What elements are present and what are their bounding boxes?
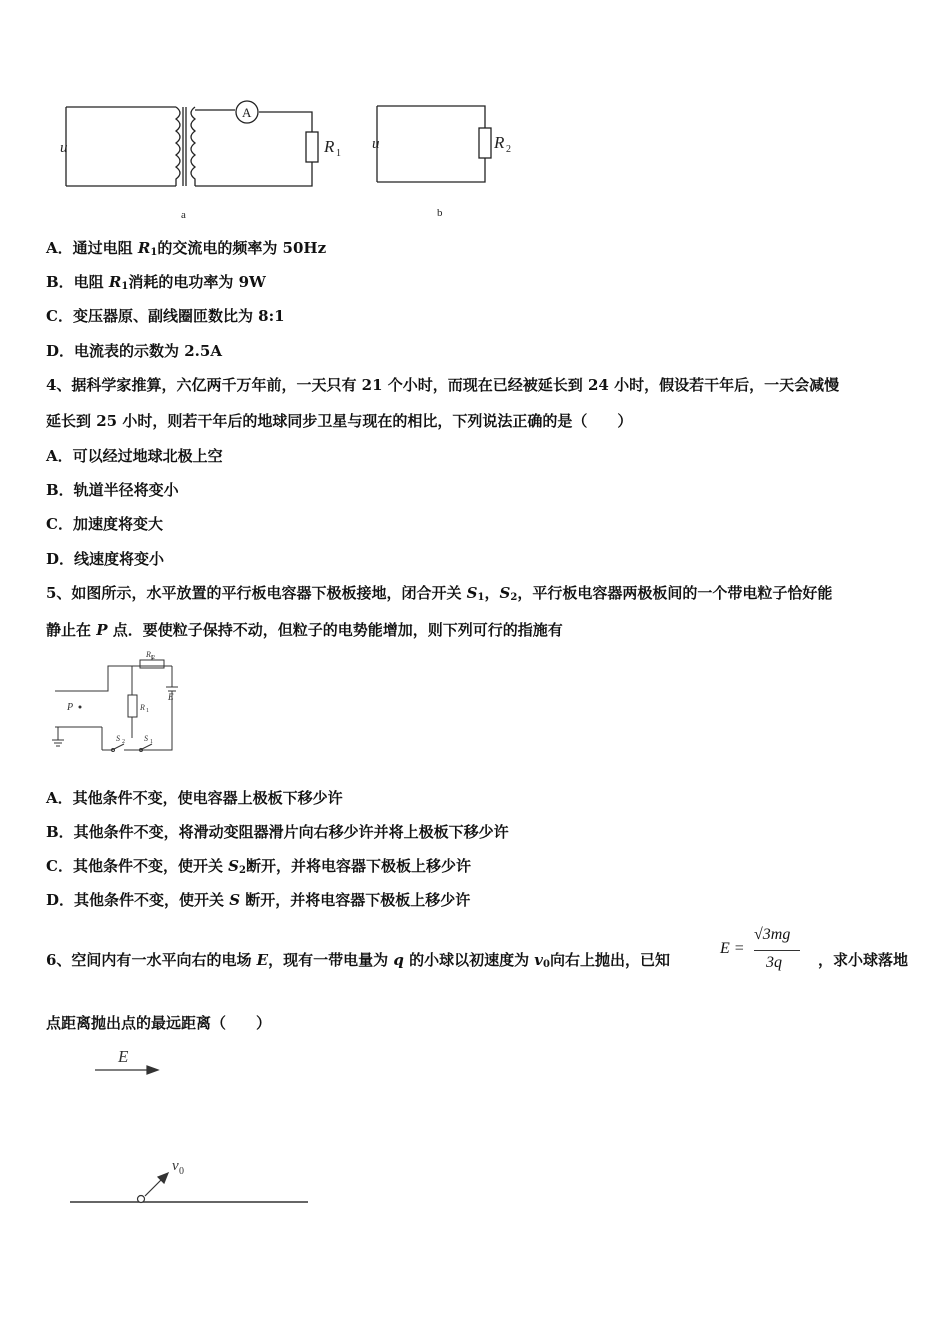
fig1-label-a: a	[181, 209, 186, 221]
fig1-u-a: u	[60, 140, 68, 156]
fig1-r2-label: R	[494, 133, 505, 152]
fig2-s2-sub: 2	[122, 739, 125, 745]
q5-stem-line2: 静止在 P 点．要使粒子保持不动，但粒子的电势能增加，则下列可行的指施有	[46, 621, 563, 639]
q3-option-b: B．电阻 $R_1$消耗的电功率为 9W	[46, 273, 266, 292]
q4-option-b: B．轨道半径将变小	[46, 481, 179, 499]
q5-stem-line1: 5、如图所示，水平放置的平行板电容器下极板接地，闭合开关 $S_1$，$S_2$，平行板电容器两极板间的一个带电粒子恰好能	[46, 584, 833, 603]
q4-option-a: A．可以经过地球北极上空	[46, 447, 223, 465]
q3-option-c: C．变压器原、副线圈匝数比为 8:1	[46, 307, 285, 325]
q6-stem-line1-end: ，求小球落地	[818, 951, 909, 969]
fig3-v-sub: 0	[179, 1166, 184, 1177]
formula-numerator: √3mg	[754, 926, 791, 943]
q4-option-c: C．加速度将变大	[46, 515, 163, 533]
fig1-u-b: u	[372, 136, 380, 152]
formula-denominator: 3q	[766, 954, 782, 971]
q4-stem-line2: 延长到 25 小时，则若干年后的地球同步卫星与现在的相比，下列说法正确的是（ ）	[46, 412, 633, 430]
q6-formula	[720, 926, 805, 976]
q6-stem-line2: 点距离抛出点的最远距离（ ）	[46, 1014, 272, 1032]
fig1-r1-sub: 1	[336, 148, 341, 159]
fig2-e-label: E	[168, 692, 174, 702]
q5-option-a: A．其他条件不变，使电容器上极板下移少许	[46, 789, 343, 807]
q6-stem-line1-start: 6、空间内有一水平向右的电场 E，现有一带电量为 q 的小球以初速度为 $v_0$向右上抛出，已知	[46, 951, 670, 970]
fig3-e-label: E	[118, 1047, 129, 1066]
q5-option-d: D．其他条件不变，使开关 S 断开，并将电容器下极板上移少许	[46, 891, 471, 909]
fig2-s1-label: S	[144, 734, 148, 743]
formula-bar	[754, 950, 800, 951]
fig2-r2-sub: 2	[152, 655, 155, 661]
formula-lhs: E =	[720, 940, 745, 957]
q3-option-a: A．通过电阻 $R_1$的交流电的频率为 50Hz	[46, 239, 327, 258]
q4-option-d: D．线速度将变小	[46, 550, 165, 568]
q3-option-d: D．电流表的示数为 2.5A	[46, 342, 222, 360]
fig2-p-label: P	[67, 702, 74, 713]
q5-option-b: B．其他条件不变，将滑动变阻器滑片向右移少许并将上极板下移少许	[46, 823, 509, 841]
q4-stem-line1: 4、据科学家推算，六亿两千万年前，一天只有 21 个小时，而现在已经被延长到 24 小时，假设若干年后，一天会减慢	[46, 376, 840, 394]
fig2-s1-sub: 1	[150, 739, 153, 745]
fig2-r1-sub: 1	[146, 708, 149, 714]
q5-option-c: C．其他条件不变，使开关 $S_2$断开，并将电容器下极板上移少许	[46, 857, 471, 876]
transformer-circuit-figure	[0, 0, 950, 230]
fig1-r1-label: R	[324, 137, 335, 156]
capacitor-circuit-figure	[0, 640, 300, 760]
fig2-r2-label: R	[146, 650, 151, 659]
fig2-s2-label: S	[116, 734, 120, 743]
fig1-ammeter-label: A	[242, 105, 252, 120]
projectile-figure	[0, 1040, 400, 1220]
fig2-r1-label: R	[140, 703, 145, 712]
fig1-label-b: b	[437, 207, 443, 219]
fig1-r2-sub: 2	[506, 144, 511, 155]
fig3-v-label: v	[172, 1158, 179, 1174]
